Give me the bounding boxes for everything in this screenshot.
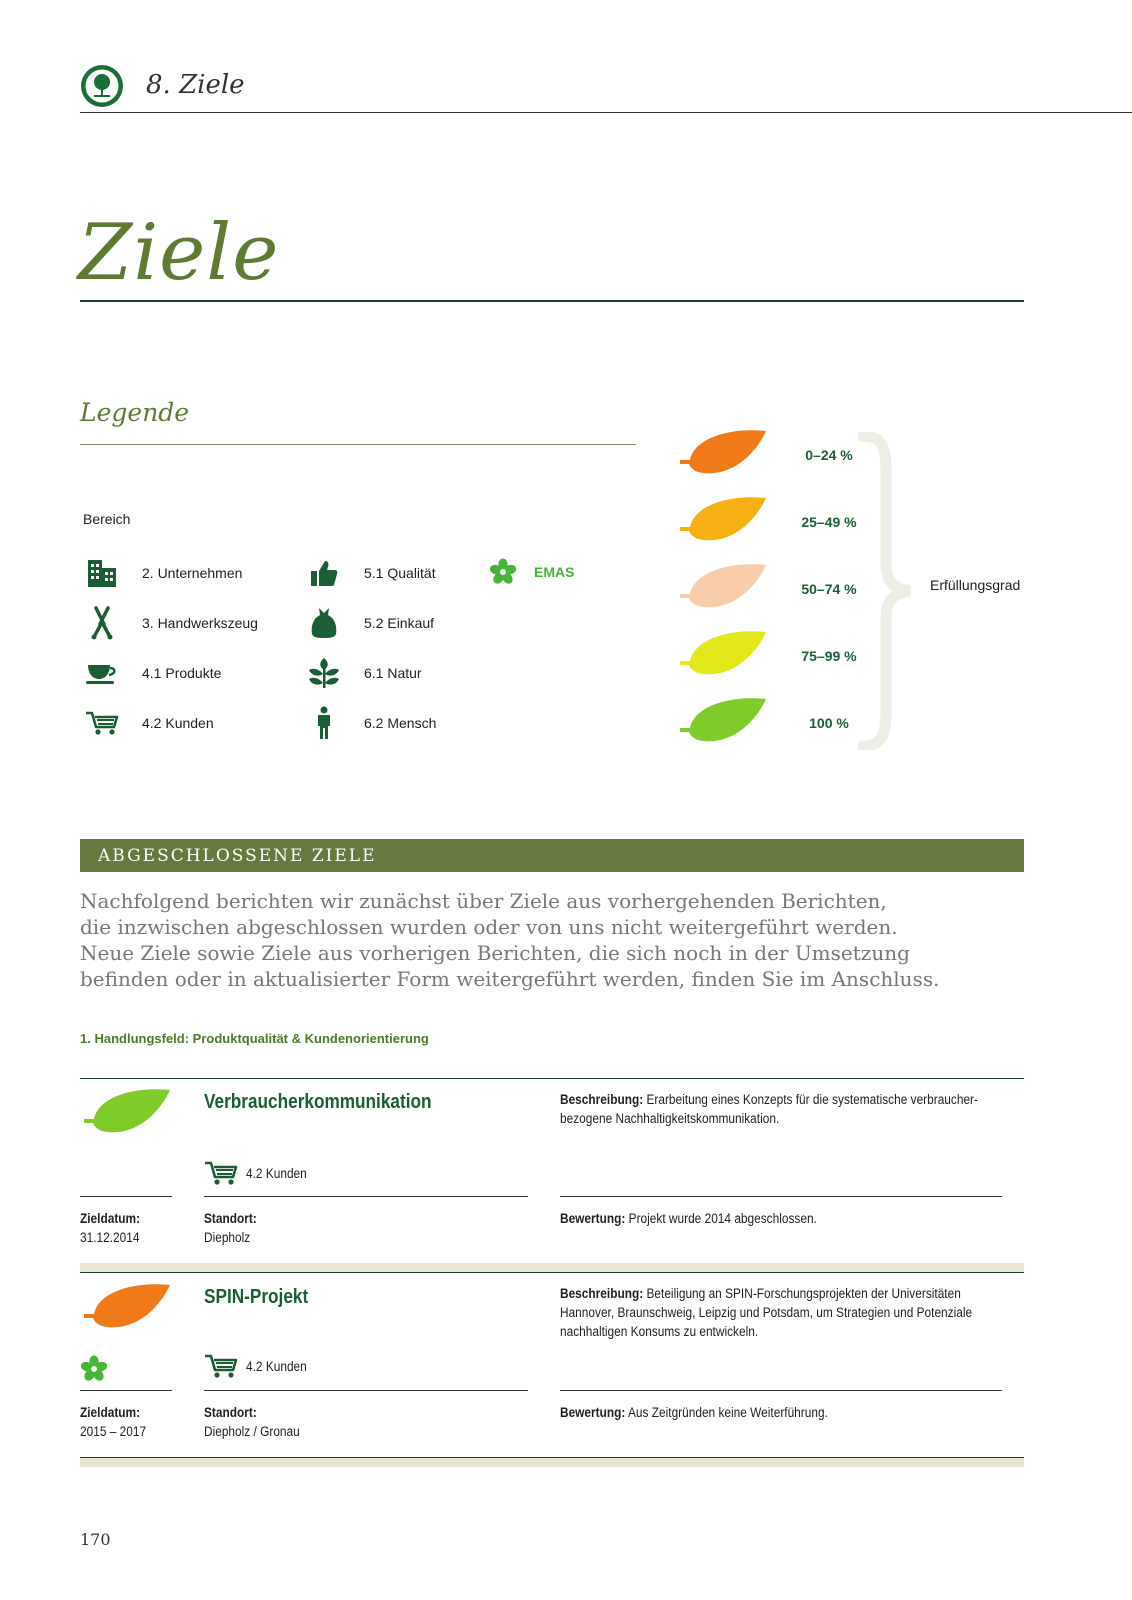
goal-area	[204, 1160, 315, 1186]
goal-description: Beschreibung: Beteiligung an SPIN-Forschungsprojekten der Universitäten Hannover, Braunschweig, Leipzig und Potsdam, um Strategien und Potenziale nachhaltigen Konsums zu entwickeln.	[560, 1286, 973, 1339]
header-divider	[80, 112, 1132, 113]
legend-title: Legende	[80, 398, 190, 427]
shopping-cart-icon	[204, 1353, 238, 1379]
section-header	[80, 839, 1024, 872]
legend-label: 3. Handwerkszeug	[142, 615, 258, 631]
leaf-icon	[80, 1086, 176, 1142]
pruning-shears-icon	[84, 606, 120, 640]
cup-icon	[84, 656, 120, 690]
legend-divider	[80, 444, 636, 445]
legend-label: 5.1 Qualität	[364, 565, 436, 581]
legend-item-natur	[306, 656, 422, 690]
goal-area-label: 4.2 Kunden	[246, 1358, 307, 1374]
zieldatum: Zieldatum: 31.12.2014	[80, 1211, 141, 1245]
legend-item-unternehmen	[84, 556, 242, 590]
bewertung: Bewertung: Aus Zeitgründen keine Weiterführung.	[560, 1405, 828, 1420]
goal-band	[80, 1263, 1024, 1272]
shopping-cart-icon	[204, 1160, 238, 1186]
emas-flower-icon	[80, 1355, 108, 1383]
legend-item-produkte	[84, 656, 221, 690]
level-row-4	[676, 695, 876, 751]
level-row-2	[676, 561, 876, 617]
leaf-icon	[80, 1281, 176, 1337]
goal-divider	[80, 1078, 1024, 1079]
zieldatum: Zieldatum: 2015 – 2017	[80, 1405, 147, 1439]
goal-title: Verbraucherkommunikation	[204, 1091, 432, 1113]
legend-item-einkauf	[306, 606, 434, 640]
emas-label: EMAS	[534, 564, 575, 580]
leaf-icon	[676, 628, 772, 684]
goal-area	[204, 1353, 315, 1379]
goal-area-label: 4.2 Kunden	[246, 1165, 307, 1181]
level-label: 75–99 %	[801, 648, 857, 664]
leaf-icon	[676, 427, 772, 483]
goal-description: Beschreibung: Erarbeitung eines Konzepts für die systematische verbraucher- bezogene Nachhaltigkeitskommunikation.	[560, 1092, 978, 1126]
level-label: 50–74 %	[801, 581, 857, 597]
bewertung: Bewertung: Projekt wurde 2014 abgeschlossen.	[560, 1211, 817, 1226]
shopping-cart-icon	[84, 706, 120, 740]
legend-label: 4.1 Produkte	[142, 665, 222, 681]
thumbs-up-icon	[306, 556, 342, 590]
building-icon	[84, 556, 120, 590]
curly-brace	[858, 432, 918, 750]
chapter-heading: 8. Ziele	[146, 70, 245, 100]
leaf-icon	[676, 695, 772, 751]
goal-band	[80, 1458, 1024, 1467]
person-icon	[306, 706, 342, 740]
sack-icon	[306, 606, 342, 640]
emas-flower-icon	[488, 555, 518, 589]
legend-item-handwerkszeug	[84, 606, 258, 640]
leaf-icon	[676, 561, 772, 617]
legend-label: 6.1 Natur	[364, 665, 422, 681]
intro-paragraph: Nachfolgend berichten wir zunächst über Ziele aus vorhergehenden Berichten, die inzwischen abgeschlossen wurden oder von uns nicht weitergeführt werden. Neue Ziele sowie Ziele aus vorherigen Berichten, die sich noch in der Umsetzung befinden oder in aktualisierter Form weitergeführt werden, finden Sie im Anschluss.	[80, 889, 940, 991]
level-label: 25–49 %	[801, 514, 857, 530]
field-heading: 1. Handlungsfeld: Produktqualität & Kundenorientierung	[80, 1031, 429, 1046]
title-divider	[80, 300, 1024, 302]
legend-item-emas	[488, 555, 574, 589]
legend-label: 6.2 Mensch	[364, 715, 437, 731]
legend-label: 2. Unternehmen	[142, 565, 243, 581]
legend-label: 5.2 Einkauf	[364, 615, 435, 631]
fulfillment-label: Erfüllungsgrad	[930, 577, 1021, 593]
level-row-0	[676, 427, 876, 483]
bereich-label: Bereich	[83, 511, 131, 527]
company-logo	[80, 64, 124, 108]
legend-item-qualitaet	[306, 556, 436, 590]
level-label: 0–24 %	[805, 447, 853, 463]
legend-label: 4.2 Kunden	[142, 715, 214, 731]
page-number: 170	[80, 1530, 111, 1549]
legend-item-mensch	[306, 706, 436, 740]
standort: Standort: Diepholz / Gronau	[204, 1405, 300, 1439]
level-row-3	[676, 628, 876, 684]
leaf-icon	[676, 494, 772, 550]
plant-icon	[306, 656, 342, 690]
level-label: 100 %	[809, 715, 849, 731]
standort: Standort: Diepholz	[204, 1211, 257, 1245]
section-title: ABGESCHLOSSENE ZIELE	[98, 846, 377, 866]
goal-title: SPIN-Projekt	[204, 1286, 309, 1308]
page-title: Ziele	[78, 208, 280, 298]
goal-divider	[80, 1272, 1024, 1273]
level-row-1	[676, 494, 876, 550]
legend-item-kunden	[84, 706, 214, 740]
